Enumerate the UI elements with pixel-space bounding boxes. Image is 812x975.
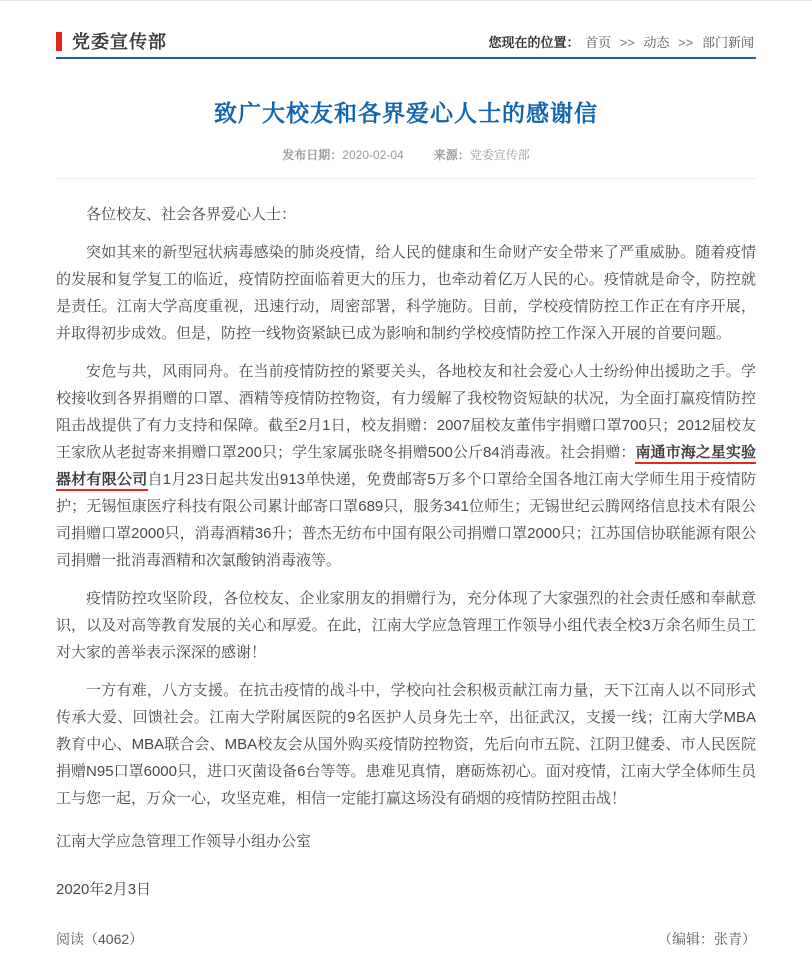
- breadcrumb-dept-news[interactable]: 部门新闻: [701, 34, 754, 50]
- read-count: 阅读（4062）: [56, 931, 144, 947]
- paragraph-support: 一方有难，八方支援。在抗击疫情的战斗中，学校向社会积极贡献江南力量，天下江南人以不同形式传承大爱、回馈社会。江南大学附属医院的9名医护人员身先士卒，出征武汉，支援一线；江南大学MBA教育中心、MBA联合会、MBA校友会从国外购买疫情防控物资，先后向市五院、江阴卫健委、市人民医院捐赠N95口罩6000只，进口灭菌设备6台等等。患难见真情，磨砺炼初心。面对疫情，江南大学全体师生员工与您一起，万众一心，攻坚克难，相信一定能打赢这场没有硝烟的疫情防控阻击战！: [56, 682, 756, 807]
- article-title: 致广大校友和各界爱心人士的感谢信: [214, 100, 598, 126]
- breadcrumb-separator: >>: [619, 34, 635, 50]
- signature-date: 2020年2月3日: [56, 881, 152, 898]
- donations-text-before: 安危与共，风雨同舟。在当前疫情防控的紧要关头，各地校友和社会爱心人士纷纷伸出援助之手。学校接收到各界捐赠的口罩、酒精等疫情防控物资，有力缓解了我校物资短缺的状况，为全面打赢疫情防控阻击战提供了有力支持和保障。截至2月1日，校友捐赠：2007届校友董伟宇捐赠口罩700只；2012届校友王家欣从老挝寄来捐赠口罩200只；学生家属张晓冬捐赠500公斤84消毒液。社会捐赠：: [56, 363, 756, 461]
- page-header: [56, 1, 756, 57]
- meta-divider: [56, 178, 756, 179]
- source-value: 党委宣传部: [469, 148, 530, 162]
- paragraph-thanks: 疫情防控攻坚阶段，各位校友、企业家朋友的捐赠行为，充分体现了大家强烈的社会责任感和奉献意识，以及对高等教育发展的关心和厚爱。在此，江南大学应急管理工作领导小组代表全校3万余名师生员工对大家的善举表示深深的感谢！: [56, 590, 756, 661]
- publish-date: 2020-02-04: [342, 148, 404, 162]
- editor-credit: （编辑：张青）: [658, 931, 756, 947]
- source-label: 来源：: [433, 148, 470, 162]
- article-body: [56, 201, 756, 903]
- publish-date-label: 发布日期：: [282, 148, 343, 162]
- breadcrumb-home[interactable]: 首页: [585, 34, 612, 50]
- breadcrumb-news[interactable]: 动态: [643, 34, 670, 50]
- paragraph-donations: [56, 358, 756, 574]
- red-accent-bar-icon: [56, 32, 62, 51]
- page: [0, 1, 812, 975]
- department-header: [56, 28, 167, 54]
- department-title: 党委宣传部: [72, 32, 167, 52]
- article-footer: [56, 929, 756, 949]
- paragraph-outbreak: 突如其来的新型冠状病毒感染的肺炎疫情，给人民的健康和生命财产安全带来了严重威胁。随着疫情的发展和复学复工的临近，疫情防控面临着更大的压力，也牵动着亿万人民的心。疫情就是命令，防控就是责任。江南大学高度重视，迅速行动，周密部署，科学施防。目前，学校疫情防控工作正在有序开展，并取得初步成效。但是，防控一线物资紧缺已成为影响和制约学校疫情防控工作深入开展的首要问题。: [56, 244, 756, 342]
- donations-text-after: 自1月23日起共发出913单快递，免费邮寄5万多个口罩给全国各地江南大学师生用于疫情防护；无锡恒康医疗科技有限公司累计邮寄口罩689只，服务341位师生；无锡世纪云腾网络信息技术有限公司捐赠口罩2000只，消毒酒精36升；普杰无纺布中国有限公司捐赠口罩2000只；江苏国信协联能源有限公司捐赠一批消毒酒精和次氯酸钠消毒液等。: [56, 471, 756, 569]
- breadcrumb-separator: >>: [678, 34, 694, 50]
- breadcrumb-label: 您现在的位置：: [488, 34, 580, 50]
- company-highlight: 南通市海之星实验器材有限公司: [56, 444, 756, 491]
- signature: 江南大学应急管理工作领导小组办公室: [56, 833, 312, 850]
- breadcrumb: [488, 32, 756, 51]
- article-meta: [56, 146, 756, 163]
- header-divider: [56, 57, 756, 59]
- salutation: 各位校友、社会各界爱心人士：: [86, 206, 297, 223]
